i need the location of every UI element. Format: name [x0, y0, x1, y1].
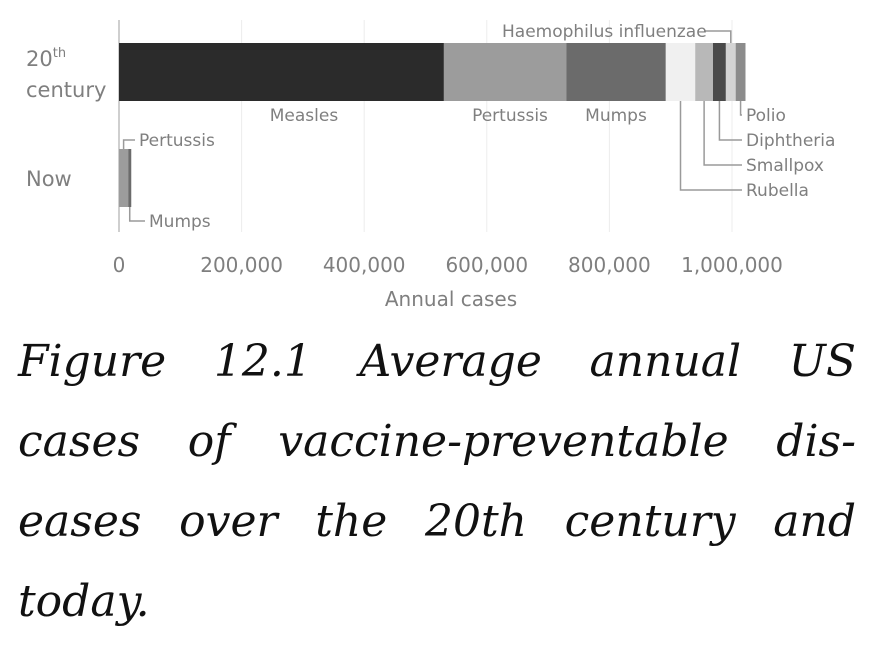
annotation-smallpox: Smallpox	[746, 156, 824, 176]
stacked-bar-chart	[0, 0, 882, 320]
bar-measles-20th-century	[119, 43, 444, 101]
bar-rubella-20th-century	[666, 43, 695, 101]
annotation-polio: Polio	[746, 106, 786, 126]
bar-mumps-now	[128, 149, 131, 207]
bar-diphtheria-20th-century	[713, 43, 726, 101]
annotation-pertussis-top: Pertussis	[472, 106, 548, 126]
bar-pertussis-now	[119, 149, 128, 207]
annotation-pertussis-now: Pertussis	[139, 131, 215, 151]
figure-caption: Figure 12.1 Average annual US cases of vaccine-preventable dis- eases over the 20th century and today.	[18, 336, 856, 627]
category-label-superscript: th	[52, 46, 67, 61]
leader-rubella	[681, 101, 742, 190]
annotation-diphtheria: Diphtheria	[746, 131, 836, 151]
annotation-measles: Measles	[269, 106, 339, 126]
annotation-mumps-now: Mumps	[149, 212, 211, 232]
leader-mumps-now	[130, 207, 145, 221]
bar-haemophilus-influenzae-20th-century	[726, 43, 736, 101]
leader-polio	[741, 101, 742, 115]
category-label-line1: 20	[26, 47, 53, 71]
leader-diphtheria	[719, 101, 742, 140]
annotation-rubella: Rubella	[746, 181, 809, 201]
x-tick-label-2: 400,000	[322, 253, 406, 277]
x-tick-label-5: 1,000,000	[681, 253, 783, 277]
leader-haemophilus	[704, 31, 731, 43]
annotation-haemophilus: Haemophilus influenzae	[502, 22, 707, 42]
x-tick-label-0: 0	[112, 253, 126, 277]
x-tick-label-1: 200,000	[200, 253, 283, 277]
bar-polio-20th-century	[736, 43, 746, 101]
annotation-mumps-top: Mumps	[585, 106, 647, 126]
x-tick-label-4: 800,000	[568, 253, 651, 277]
x-tick-label-3: 600,000	[445, 253, 529, 277]
bar-pertussis-20th-century	[444, 43, 567, 101]
bars	[119, 43, 745, 207]
bar-smallpox-20th-century	[695, 43, 713, 101]
bar-mumps-20th-century	[566, 43, 665, 101]
category-label-now: Now	[26, 167, 72, 191]
x-tick-labels	[113, 253, 783, 277]
leader-smallpox	[704, 101, 742, 165]
category-label-line2: century	[26, 78, 107, 102]
category-label-20th-century	[26, 38, 106, 102]
x-axis-title: Annual cases	[384, 287, 518, 311]
leader-pertussis-now	[124, 140, 135, 149]
